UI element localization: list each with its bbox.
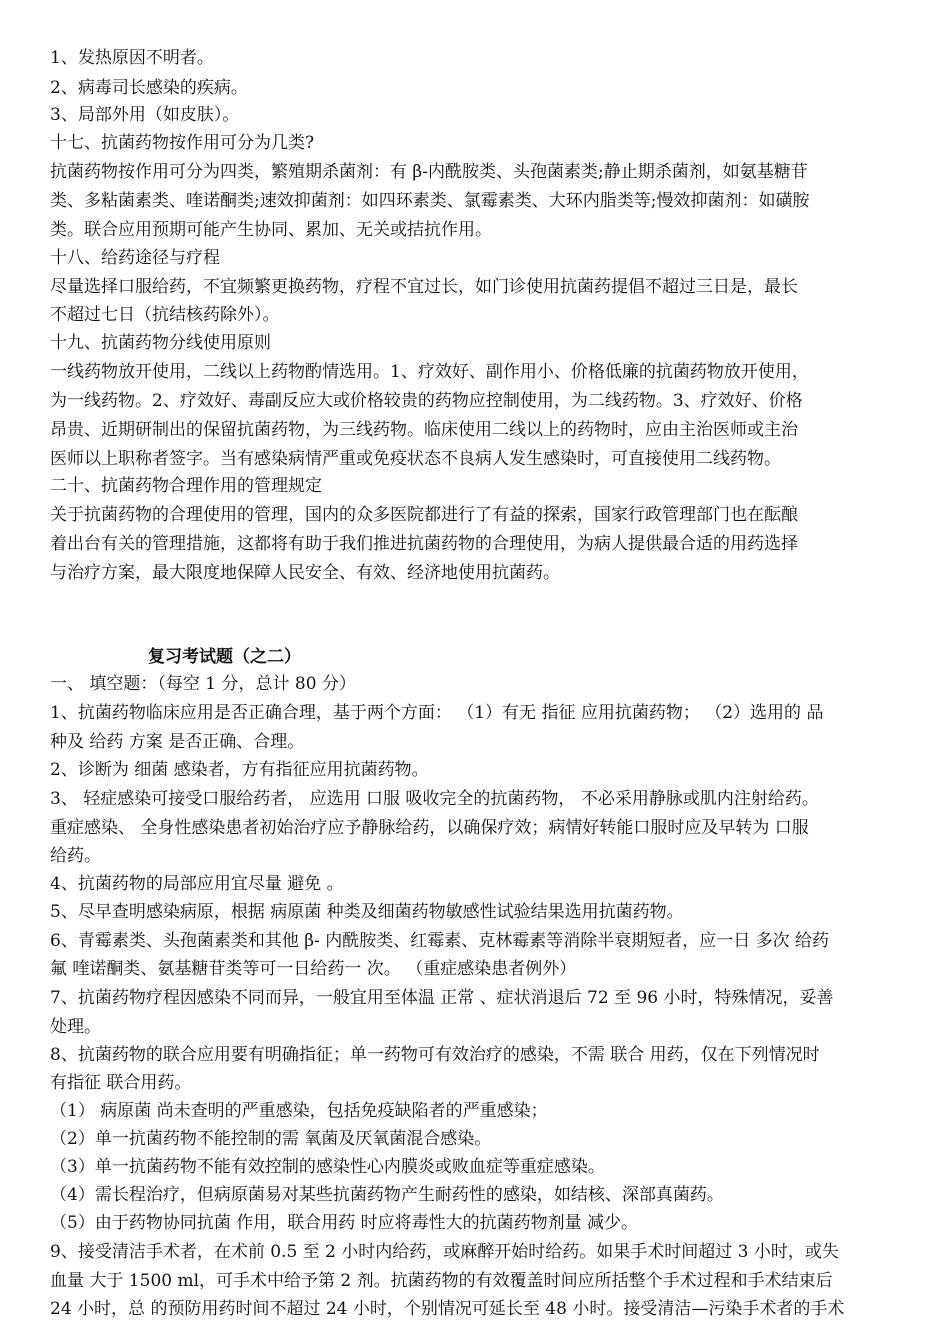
- text-line: 与治疗方案，最大限度地保障人民安全、有效、经济地使用抗菌药。: [50, 563, 560, 583]
- section-heading: 十八、给药途径与疗程: [50, 248, 220, 268]
- text-line: 2、病毒司长感染的疾病。: [50, 78, 248, 98]
- text-line: 类、多粘菌素类、喹诺酮类;速效抑菌剂：如四环素类、氯霉素类、大环内脂类等;慢效抑菌剂：如磺胺: [50, 191, 810, 211]
- text-line: 6、青霉素类、头孢菌素类和其他 β- 内酰胺类、红霉素、克林霉素等消除半衰期短者，应一日 多次 给药: [50, 931, 830, 951]
- text-line: 1、发热原因不明者。: [50, 48, 214, 68]
- section-heading: 二十、抗菌药物合理作用的管理规定: [50, 476, 322, 496]
- text-line: 医师以上职称者签字。当有感染病情严重或免疫状态不良病人发生感染时，可直接使用二线药物。: [50, 449, 781, 469]
- text-line: 氟 喹诺酮类、氨基糖苷类等可一日给药一 次。 （重症感染患者例外）: [50, 959, 577, 979]
- text-line: 血量 大于 1500 ml，可手术中给予第 2 剂。抗菌药物的有效覆盖时间应所括整个手术过程和手术结束后: [50, 1271, 833, 1291]
- text-line: （2）单一抗菌药物不能控制的需 氧菌及厌氧菌混合感染。: [50, 1129, 492, 1149]
- text-line: 一线药物放开使用，二线以上药物酌情选用。1、疗效好、副作用小、价格低廉的抗菌药物放开使用，: [50, 362, 809, 382]
- text-line: 关于抗菌药物的合理使用的管理，国内的众多医院都进行了有益的探索，国家行政管理部门也在酝酿: [50, 505, 798, 525]
- exam-title: 复习考试题（之二）: [148, 647, 301, 667]
- text-line: 3、局部外用（如皮肤）。: [50, 105, 240, 125]
- text-line: 种及 给药 方案 是否正确、合理。: [50, 732, 305, 752]
- text-line: 不超过七日（抗结核药除外）。: [50, 305, 280, 325]
- text-line: 24 小时，总 的预防用药时间不超过 24 小时，个别情况可延长至 48 小时。接受清洁—污染手术者的手术: [50, 1299, 845, 1319]
- text-line: 3、 轻症感染可接受口服给药者， 应选用 口服 吸收完全的抗菌药物， 不必采用静脉或肌内注射给药。: [50, 789, 819, 809]
- text-line: 9、接受清洁手术者，在术前 0.5 至 2 小时内给药，或麻醉开始时给药。如果手术时间超过 3 小时，或失: [50, 1242, 839, 1262]
- text-line: 有指征 联合用药。: [50, 1073, 192, 1093]
- text-line: 2、诊断为 细菌 感染者，方有指征应用抗菌药物。: [50, 760, 429, 780]
- section-heading: 十九、抗菌药物分线使用原则: [50, 333, 271, 353]
- text-line: （1） 病原菌 尚未查明的严重感染，包括免疫缺陷者的严重感染；: [50, 1101, 548, 1121]
- text-line: 一、 填空题：（每空 1 分，总计 80 分）: [50, 674, 356, 694]
- text-line: 给药。: [50, 846, 101, 866]
- text-line: 4、抗菌药物的局部应用宜尽量 避免 。: [50, 874, 344, 894]
- text-line: 7、抗菌药物疗程因感染不同而异，一般宜用至体温 正常 、症状消退后 72 至 96 小时，特殊情况，妥善: [50, 988, 834, 1008]
- text-line: （5）由于药物协同抗菌 作用，联合用药 时应将毒性大的抗菌药物剂量 减少。: [50, 1213, 639, 1233]
- text-line: 处理。: [50, 1017, 101, 1037]
- text-line: 尽量选择口服给药，不宜频繁更换药物，疗程不宜过长，如门诊使用抗菌药提倡不超过三日是，最长: [50, 277, 798, 297]
- text-line: 8、抗菌药物的联合应用要有明确指征；单一药物可有效治疗的感染，不需 联合 用药，仅在下列情况时: [50, 1045, 820, 1065]
- text-line: 重症感染、 全身性感染患者初始治疗应予静脉给药，以确保疗效；病情好转能口服时应及早转为 口服: [50, 818, 809, 838]
- text-line: 着出台有关的管理措施，这都将有助于我们推进抗菌药物的合理使用，为病人提供最合适的用药选择: [50, 534, 798, 554]
- text-line: （3）单一抗菌药物不能有效控制的感染性心内膜炎或败血症等重症感染。: [50, 1157, 605, 1177]
- text-line: 抗菌药物按作用可分为四类，繁殖期杀菌剂：有 β-内酰胺类、头孢菌素类;静止期杀菌剂，如氨基糖苷: [50, 162, 808, 182]
- text-line: 昂贵、近期研制出的保留抗菌药物，为三线药物。临床使用二线以上的药物时，应由主治医师或主治: [50, 420, 798, 440]
- text-line: （4）需长程治疗，但病原菌易对某些抗菌药物产生耐药性的感染，如结核、深部真菌药。: [50, 1185, 724, 1205]
- section-heading: 十七、抗菌药物按作用可分为几类?: [50, 133, 315, 153]
- text-line: 1、抗菌药物临床应用是否正确合理，基于两个方面： （1）有无 指征 应用抗菌药物； （2）选用的 品: [50, 703, 824, 723]
- text-line: 类。联合应用预期可能产生协同、累加、无关或拮抗作用。: [50, 220, 492, 240]
- text-line: 为一线药物。2、疗效好、毒副反应大或价格较贵的药物应控制使用，为二线药物。3、疗效好、价格: [50, 391, 803, 411]
- text-line: 5、尽早查明感染病原，根据 病原菌 种类及细菌药物敏感性试验结果选用抗菌药物。: [50, 902, 684, 922]
